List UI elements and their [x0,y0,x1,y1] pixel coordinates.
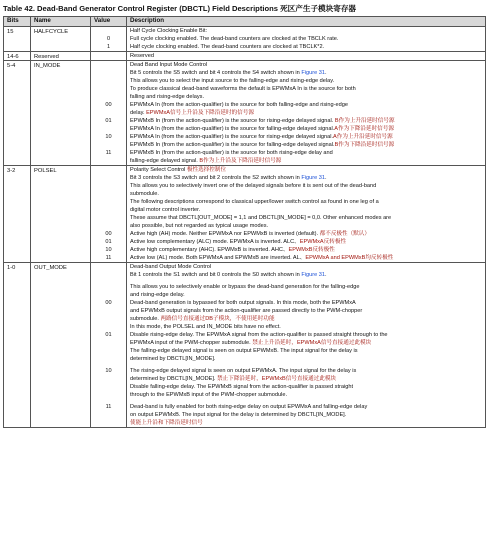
description-line [127,411,485,419]
value-code [91,85,126,93]
description-line [127,101,485,109]
description-line [127,174,485,182]
description-text: Full cycle clocking enabled. The dead-band counters are clocked at the TBCLK rate. [130,36,339,42]
description-text-tail: . [324,272,327,278]
description-line [127,141,485,149]
description-text: submodule. [130,316,161,322]
field-bits: 15 [4,27,31,52]
description-line [127,214,485,222]
description-line [127,263,485,271]
value-code [91,419,126,427]
table-row [4,263,486,428]
description-text: Disable falling-edge delay. The EPWMxB signal from the action-qualifier is passed straight [130,384,354,390]
field-bits: 1-0 [4,263,31,428]
description-text-tail: . [324,175,327,181]
value-code [91,307,126,315]
description-line [127,61,485,69]
value-code [91,214,126,222]
description-line [127,198,485,206]
description-line [127,246,485,254]
chinese-annotation: 禁止上升沿延时，EPWMxA信号直接通过此模块 [252,340,372,346]
table-header-row [4,17,486,27]
description-text: In this mode, the POLSEL and IN_MODE bits have no effect. [130,324,281,330]
value-code: 0 [106,36,111,42]
description-line [127,182,485,190]
description-line [127,93,485,101]
description-text: Half cycle clocking enabled. The dead-band counters are clocked at TBCLK*2. [130,44,325,50]
description-text: This allows you to selectively enable or bypass the dead-band generation for the falling-edge [130,284,360,290]
description-text: EPWMxB In (from the action-qualifier) is the source for both rising-edge delay and [130,150,333,156]
table-row [4,27,486,52]
field-values [91,52,127,61]
value-code [91,93,126,101]
description-line [127,43,485,51]
value-code [91,174,126,182]
value-code [91,52,126,60]
value-code [91,263,126,271]
description-text: Dead Band Input Mode Control [130,62,208,68]
value-code: 10 [105,247,112,253]
description-line [127,52,485,60]
description-line [127,85,485,93]
description-line [127,190,485,198]
description-text: Bit 1 controls the S1 switch and bit 0 controls the S0 switch shown in [130,272,302,278]
header-value: Value [91,17,127,27]
figure-link[interactable]: Figure 31 [301,272,325,278]
field-name: HALFCYCLE [31,27,91,52]
description-text: Reserved [130,53,154,59]
description-text: EPWMxB In (from the action-qualifier) is the source for rising-edge delayed signal. [130,118,335,124]
table-row [4,61,486,166]
field-name: IN_MODE [31,61,91,166]
description-line [127,69,485,77]
description-text: EPWMxA In (from the action-qualifier) is the source for falling-edge delayed signal. [130,126,335,132]
value-code: 11 [105,150,112,156]
field-name: POLSEL [31,166,91,263]
value-code [91,222,126,230]
description-text: determined by DBCTL[IN_MODE]. [130,356,216,362]
field-values [91,61,127,166]
field-description [127,166,486,263]
value-code [91,125,126,133]
description-text: falling-edge delayed signal. [130,158,200,164]
chinese-annotation: EPWMxB反转极性 [288,247,335,253]
chinese-annotation: B作为上升沿及下降沿延时信号源 [199,158,282,164]
value-code: 01 [105,332,112,338]
description-text-tail: . [324,70,327,76]
description-text: on output EPWMxB. The input signal for the delay is determined by DBCTL[IN_MODE]. [130,412,347,418]
description-line [127,403,485,411]
value-code [91,190,126,198]
value-code [91,69,126,77]
description-line [127,125,485,133]
description-text: also possible, but not regarded as typical usage modes. [130,223,269,229]
value-code [91,323,126,331]
value-code [91,182,126,190]
description-line [127,157,485,165]
value-code [91,375,126,383]
description-line [127,166,485,174]
value-code [91,383,126,391]
description-text: delay. [130,110,147,116]
value-code: 11 [105,404,112,410]
value-code [91,271,126,279]
table-title: Table 42. Dead-Band Generator Control Register (DBCTL) Field Descriptions 死区产生子模块寄存器 [3,4,357,13]
value-code: 11 [105,255,112,261]
description-line [127,383,485,391]
value-code: 00 [105,102,112,108]
chinese-annotation: EPWMxA信号上升沿及下降沿延时的信号源 [146,110,254,116]
description-line [127,323,485,331]
description-text: Half Cycle Clocking Enable Bit: [130,28,208,34]
description-text: determined by DBCTL[IN_MODE]. [130,376,218,382]
description-line [127,238,485,246]
value-code [91,166,126,174]
description-text: These assume that DBCTL[OUT_MODE] = 1,1 and DBCTL[IN_MODE] = 0,0. Other enhanced modes are [130,215,392,221]
value-code [91,206,126,214]
description-line [127,339,485,347]
field-values [91,263,127,428]
chinese-annotation: A作为上升沿延时信号源 [333,134,393,140]
description-line [127,331,485,339]
field-bits: 3-2 [4,166,31,263]
value-code [91,283,126,291]
description-line [127,77,485,85]
header-description: Description [127,17,486,27]
field-description [127,52,486,61]
value-code [91,291,126,299]
description-text: digital motor control inverter. [130,207,201,213]
description-text: Bit 3 controls the S3 switch and bit 2 controls the S2 switch shown in [130,175,302,181]
value-code: 1 [106,44,111,50]
chinese-annotation: EPWMxA反转极性 [299,239,347,245]
description-text: Bit 5 controls the S5 switch and bit 4 controls the S4 switch shown in [130,70,302,76]
description-line [127,315,485,323]
value-code [91,198,126,206]
description-text: EPWMxA input of the PWM-chopper submodule. [130,340,253,346]
description-text: falling and rising-edge delays. [130,94,205,100]
description-line [127,230,485,238]
description-line [127,254,485,262]
description-line [127,419,485,427]
description-line [127,35,485,43]
description-text: Dead-band generation is bypassed for both output signals. In this mode, both the EPWMxA [130,300,356,306]
value-code: 10 [105,134,112,140]
description-line [127,27,485,35]
value-code [91,157,126,165]
value-code: 00 [105,231,112,237]
description-text: EPWMxA In (from the action-qualifier) is the source for both falling-edge and rising-edge [130,102,348,108]
field-values [91,27,127,52]
register-field-table [3,16,486,428]
header-name: Name [31,17,91,27]
field-description [127,61,486,166]
value-code [91,347,126,355]
description-line [127,206,485,214]
description-text: Active low (AL) mode. Both EPWMxA and EPWMxB are inverted. AL、 [130,255,306,261]
field-name: Reserved [31,52,91,61]
description-line [127,355,485,363]
field-description [127,263,486,428]
description-text: Dead-band Output Mode Control [130,264,212,270]
description-text: through to the EPWMxB input of the PWM-chopper submodule. [130,392,288,398]
description-text: This allows you to select the input source to the falling-edge and rising-edge delay. [130,78,335,84]
table-row [4,52,486,61]
description-text: and rising-edge delay. [130,292,185,298]
description-line [127,149,485,157]
value-code [91,339,126,347]
chinese-annotation: 极性选择控制位 [186,167,227,173]
chinese-annotation: 都不反极性（默认） [319,231,370,237]
value-code: 01 [105,239,112,245]
description-line [127,375,485,383]
value-code [91,61,126,69]
value-code [91,109,126,117]
description-line [127,299,485,307]
description-line [127,367,485,375]
description-line [127,283,485,291]
field-bits: 14-6 [4,52,31,61]
description-text: Dead-band is fully enabled for both rising-edge delay on output EPWMxA and falling-edge delay [130,404,368,410]
description-text: The falling-edge delayed signal is seen on output EPWMxB. The input signal for the delay is [130,348,358,354]
description-text: The following descriptions correspond to classical upper/lower switch control as found in one leg of a [130,199,379,205]
description-text: Polarity Select Control [130,167,187,173]
description-text: This allows you to selectively invert one of the delayed signals before it is sent out of the dead-band [130,183,377,189]
value-code [91,315,126,323]
value-code [91,391,126,399]
table-row [4,166,486,263]
field-bits: 5-4 [4,61,31,166]
description-text: EPWMxB In (from the action-qualifier) is the source for falling-edge delayed signal. [130,142,335,148]
chinese-annotation: EPWMxA and EPWMxB均反转极性 [305,255,394,261]
description-text: Active high complementary (AHC). EPWMxB is inverted. AHC、 [130,247,289,253]
description-line [127,391,485,399]
value-code [91,141,126,149]
figure-link[interactable]: Figure 31 [301,175,325,181]
field-values [91,166,127,263]
header-bits: Bits [4,17,31,27]
value-code: 00 [105,300,112,306]
description-line [127,117,485,125]
value-code [91,27,126,35]
description-line [127,291,485,299]
value-code [91,355,126,363]
value-code [91,411,126,419]
chinese-annotation: A作为下降沿延时信号源 [334,126,394,132]
description-line [127,133,485,141]
description-text: and EPWMxB output signals from the action-qualifier are passed directly to the PWM-chopper [130,308,363,314]
chinese-annotation: B作为上升沿延时信号源 [334,118,395,124]
description-text: submodule. [130,191,159,197]
chinese-annotation: B作为下降沿延时信号源 [334,142,395,148]
description-text: The rising-edge delayed signal is seen on output EPWMxA. The input signal for the delay is [130,368,357,374]
description-text: Disable rising-edge delay. The EPWMxA signal from the action-qualifier is passed straight through to the [130,332,388,338]
description-text: EPWMxA In (from the action-qualifier) is the source for rising-edge delayed signal. [130,134,334,140]
description-text: Active low complementary (ALC) mode. EPWMxA is inverted. ALC、 [130,239,300,245]
description-line [127,307,485,315]
description-text: To produce classical dead-band waveforms the default is EPWMxA In is the source for both [130,86,356,92]
chinese-annotation: 使能上升沿和下降沿延时信号 [130,420,203,426]
description-text: Active high (AH) mode. Neither EPWMxA nor EPWMxB is inverted (default). [130,231,320,237]
field-name: OUT_MODE [31,263,91,428]
description-line [127,109,485,117]
value-code [91,77,126,85]
value-code: 10 [105,368,112,374]
field-description [127,27,486,52]
chinese-annotation: 禁止下降沿延时，EPWMxB信号直接通过此模块 [217,376,337,382]
description-line [127,347,485,355]
value-code: 01 [105,118,112,124]
description-line [127,222,485,230]
figure-link[interactable]: Figure 31 [301,70,325,76]
table-body [4,27,486,428]
chinese-annotation: 两路信号直接通过DB子模块，不使用延时功能 [160,316,275,322]
description-line [127,271,485,279]
